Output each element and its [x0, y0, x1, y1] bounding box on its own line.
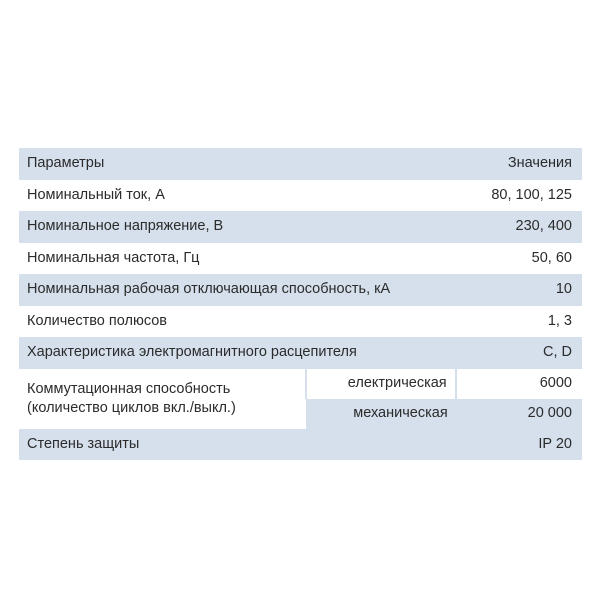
row-name: Номинальное напряжение, В [19, 211, 456, 243]
header-value: Значения [456, 148, 582, 180]
row-name: Номинальная рабочая отключающая способность, кА [19, 274, 456, 306]
electrical-value: 6000 [456, 369, 582, 399]
table-row-protection [19, 429, 582, 461]
table-row [19, 180, 582, 212]
table-row [19, 243, 582, 275]
switching-row-electrical [19, 369, 582, 399]
mechanical-value: 20 000 [456, 399, 582, 429]
header-param: Параметры [19, 148, 456, 180]
switching-name-line1: Коммутационная способность [27, 380, 231, 397]
row-name: Номинальная частота, Гц [19, 243, 456, 275]
switching-name-cell [19, 369, 306, 429]
row-value: 1, 3 [456, 306, 582, 338]
switching-name-line2: (количество циклов вкл./выкл.) [27, 399, 236, 416]
table-header-row [19, 148, 582, 180]
row-value: 80, 100, 125 [456, 180, 582, 212]
row-value: 50, 60 [456, 243, 582, 275]
row-value: 10 [456, 274, 582, 306]
row-value: C, D [456, 337, 582, 369]
table-row [19, 306, 582, 338]
table-row [19, 211, 582, 243]
row-value: 230, 400 [456, 211, 582, 243]
table-row [19, 337, 582, 369]
spec-table [19, 148, 582, 460]
table-row [19, 274, 582, 306]
row-name: Характеристика электромагнитного расцепителя [19, 337, 456, 369]
row-name: Количество полюсов [19, 306, 456, 338]
row-name: Номинальный ток, А [19, 180, 456, 212]
mechanical-label: механическая [306, 399, 456, 429]
protection-name: Степень защиты [19, 429, 456, 461]
protection-value: IP 20 [456, 429, 582, 461]
electrical-label: електрическая [306, 369, 456, 399]
